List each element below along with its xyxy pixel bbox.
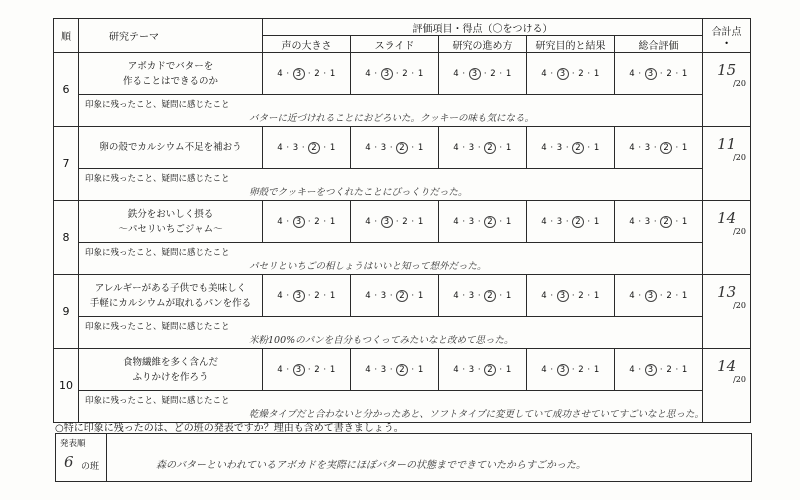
theme-line-2: ふりかけを作ろう	[132, 371, 209, 383]
score-choice[interactable]: 4 · 3 · 2 · 1	[527, 53, 615, 95]
score-choice[interactable]: 4 · 3 · 2 · 1	[615, 275, 703, 317]
score-choice[interactable]: 4 · 3 · 2 · 1	[351, 127, 439, 169]
circled-score: 2	[484, 364, 496, 376]
comment-label: 印象に残ったこと、疑問に感じたこと	[85, 322, 230, 332]
theme-line-1: 卵の殻でカルシウム不足を補おう	[99, 142, 242, 153]
total-value: 14	[717, 209, 737, 227]
score-choice[interactable]: 4 · 3 · 2 · 1	[263, 127, 351, 169]
circled-score: 3	[293, 290, 305, 302]
score-option: 1	[417, 216, 424, 227]
score-option: 1	[505, 142, 512, 153]
score-option: 3	[380, 364, 387, 375]
score-option: 2	[666, 68, 673, 79]
score-option: 1	[329, 68, 336, 79]
score-option: 1	[681, 290, 688, 301]
circled-score: 3	[293, 364, 305, 376]
score-option: 4	[365, 142, 372, 153]
circled-score: 2	[572, 216, 584, 228]
circled-score: 3	[293, 216, 305, 228]
circled-score: 2	[484, 216, 496, 228]
group-number: 6	[64, 453, 74, 471]
score-option: 4	[453, 142, 460, 153]
comment-label: 印象に残ったこと、疑問に感じたこと	[85, 174, 230, 184]
theme-line-2: 作ることはできるのか	[122, 75, 218, 87]
total-denominator: /20	[733, 301, 746, 310]
total-value: 11	[717, 135, 737, 153]
score-option: 1	[417, 290, 424, 301]
circled-score: 2	[484, 142, 496, 154]
row-order: 6	[54, 53, 79, 127]
row-order: 9	[54, 275, 79, 349]
row-order: 7	[54, 127, 79, 201]
score-option: 2	[314, 364, 321, 375]
circled-score: 3	[557, 68, 569, 80]
circled-score: 2	[660, 216, 672, 228]
score-choice[interactable]: 4 · 3 · 2 · 1	[351, 275, 439, 317]
comment-label: 印象に残ったこと、疑問に感じたこと	[85, 248, 230, 258]
score-option: 4	[629, 68, 636, 79]
comment-cell[interactable]	[79, 243, 703, 275]
score-option: 4	[453, 216, 460, 227]
circled-score: 3	[645, 68, 657, 80]
theme-line-1: アボカドでバターを	[127, 60, 214, 72]
score-option: 4	[277, 142, 284, 153]
total-denominator: /20	[733, 153, 746, 162]
score-option: 1	[593, 364, 600, 375]
score-choice[interactable]: 4 · 3 · 2 · 1	[351, 349, 439, 391]
score-option: 1	[505, 290, 512, 301]
score-option: 1	[505, 364, 512, 375]
score-option: 1	[417, 142, 424, 153]
score-choice[interactable]: 4 · 3 · 2 · 1	[263, 275, 351, 317]
score-option: 4	[365, 68, 372, 79]
score-option: 4	[629, 290, 636, 301]
score-option: 1	[593, 142, 600, 153]
score-option: 1	[593, 290, 600, 301]
score-option: 2	[666, 364, 673, 375]
total-value: 13	[717, 283, 737, 301]
score-option: 4	[453, 364, 460, 375]
score-option: 2	[578, 290, 585, 301]
score-option: 2	[314, 216, 321, 227]
circled-score: 3	[381, 68, 393, 80]
circled-score: 3	[469, 68, 481, 80]
total-score	[703, 275, 751, 349]
score-option: 3	[468, 142, 475, 153]
comment-cell[interactable]	[79, 391, 703, 423]
question-text: ○特に印象に残ったのは、どの班の発表ですか？理由も含めて書きましょう。	[55, 423, 404, 434]
favorite-presentation-box	[55, 433, 752, 482]
score-option: 3	[644, 142, 651, 153]
score-choice[interactable]: 4 · 3 · 2 · 1	[615, 201, 703, 243]
score-option: 4	[277, 216, 284, 227]
handwritten-comment: パセリといちごの相しょうはいいと知って想外だった。	[249, 261, 487, 272]
circled-score: 3	[557, 290, 569, 302]
theme-line-2: 手軽にカルシウムが取れるパンを作る	[89, 297, 252, 309]
score-option: 4	[277, 364, 284, 375]
circled-score: 2	[660, 142, 672, 154]
score-option: 1	[681, 68, 688, 79]
score-option: 1	[593, 68, 600, 79]
score-choice[interactable]: 4 · 3 · 2 · 1	[439, 275, 527, 317]
score-option: 1	[329, 364, 336, 375]
row-order: 10	[54, 349, 79, 423]
score-option: 4	[541, 216, 548, 227]
score-option: 1	[593, 216, 600, 227]
presentation-row	[54, 349, 751, 391]
circled-score: 2	[396, 364, 408, 376]
score-option: 4	[365, 290, 372, 301]
circled-score: 3	[293, 68, 305, 80]
score-option: 3	[468, 364, 475, 375]
total-score	[703, 349, 751, 423]
research-theme	[79, 53, 263, 95]
criterion-header: 研究目的と結果	[527, 36, 615, 53]
presentation-row	[54, 53, 751, 95]
score-option: 1	[505, 68, 512, 79]
score-choice[interactable]: 4 · 3 · 2 · 1	[615, 349, 703, 391]
row-order: 8	[54, 201, 79, 275]
score-option: 1	[329, 142, 336, 153]
score-option: 2	[490, 68, 497, 79]
score-option: 2	[666, 290, 673, 301]
theme-line-1: 鉄分をおいしく摂る	[127, 208, 214, 220]
theme-line-1: アレルギーがある子供でも美味しく	[94, 282, 247, 294]
score-option: 1	[417, 364, 424, 375]
research-theme	[79, 127, 263, 169]
score-option: 2	[578, 364, 585, 375]
comment-label: 印象に残ったこと、疑問に感じたこと	[85, 100, 230, 110]
score-choice[interactable]: 4 · 3 · 2 · 1	[351, 201, 439, 243]
presentation-row	[54, 201, 751, 243]
score-choice[interactable]: 4 · 3 · 2 · 1	[351, 53, 439, 95]
comment-label: 印象に残ったこと、疑問に感じたこと	[85, 396, 230, 406]
score-option: 3	[380, 290, 387, 301]
total-denominator: /20	[733, 79, 746, 88]
score-option: 4	[365, 364, 372, 375]
score-choice[interactable]: 4 · 3 · 2 · 1	[615, 127, 703, 169]
score-choice[interactable]: 4 · 3 · 2 · 1	[439, 349, 527, 391]
circled-score: 2	[396, 290, 408, 302]
comment-cell[interactable]	[79, 169, 703, 201]
score-option: 1	[329, 216, 336, 227]
total-denominator: /20	[733, 375, 746, 384]
score-option: 1	[505, 216, 512, 227]
circled-score: 2	[396, 142, 408, 154]
handwritten-comment: 卵殻でクッキーをつくれたことにびっくりだった。	[249, 187, 468, 198]
score-choice[interactable]: 4 · 3 · 2 · 1	[439, 127, 527, 169]
score-choice[interactable]: 4 · 3 · 2 · 1	[527, 275, 615, 317]
criterion-header: 研究の進め方	[439, 36, 527, 53]
presentation-row	[54, 275, 751, 317]
score-choice[interactable]: 4 · 3 · 2 · 1	[527, 127, 615, 169]
score-option: 2	[314, 290, 321, 301]
score-option: 4	[277, 290, 284, 301]
divider	[106, 434, 107, 481]
group-unit: の班	[81, 462, 100, 472]
circled-score: 3	[381, 216, 393, 228]
circled-score: 3	[645, 364, 657, 376]
score-option: 4	[629, 364, 636, 375]
score-option: 4	[541, 142, 548, 153]
theme-line-2: ～パセリいちごジャム～	[118, 223, 223, 235]
score-option: 1	[681, 364, 688, 375]
evaluation-header: 評価項目・得点（〇をつける）	[263, 19, 703, 36]
presentation-row	[54, 127, 751, 169]
score-option: 4	[453, 68, 460, 79]
score-option: 4	[629, 142, 636, 153]
presentation-order-label: 発表順	[60, 439, 86, 449]
total-denominator: /20	[733, 227, 746, 236]
favorite-reason-answer: 森のバターといわれているアボカドを実際にほぼバターの状態までできていたからすごかった。	[156, 460, 586, 471]
research-theme	[79, 201, 263, 243]
score-option: 3	[292, 142, 299, 153]
score-option: 4	[277, 68, 284, 79]
score-choice[interactable]: 4 · 3 · 2 · 1	[527, 201, 615, 243]
handwritten-comment: バターに近づけれることにおどろいた。クッキーの味も気になる。	[249, 113, 535, 124]
theme-header: 研究テーマ	[79, 19, 263, 53]
score-choice[interactable]: 4 · 3 · 2 · 1	[615, 53, 703, 95]
total-header: 合計点 •	[703, 19, 751, 53]
score-option: 4	[541, 68, 548, 79]
score-option: 1	[681, 216, 688, 227]
comment-cell[interactable]	[79, 317, 703, 349]
score-option: 2	[578, 68, 585, 79]
circled-score: 3	[557, 364, 569, 376]
evaluation-table	[53, 18, 751, 423]
circled-score: 3	[645, 290, 657, 302]
score-option: 3	[644, 216, 651, 227]
score-option: 1	[417, 68, 424, 79]
score-option: 1	[681, 142, 688, 153]
score-option: 3	[468, 290, 475, 301]
research-theme	[79, 349, 263, 391]
criterion-header: 声の大きさ	[263, 36, 351, 53]
score-choice[interactable]: 4 · 3 · 2 · 1	[263, 349, 351, 391]
comment-cell[interactable]	[79, 95, 703, 127]
circled-score: 2	[308, 142, 320, 154]
score-choice[interactable]: 4 · 3 · 2 · 1	[527, 349, 615, 391]
score-choice[interactable]: 4 · 3 · 2 · 1	[439, 53, 527, 95]
order-header: 順	[54, 19, 79, 53]
total-value: 15	[717, 61, 737, 79]
score-option: 3	[468, 216, 475, 227]
criterion-header: スライド	[351, 36, 439, 53]
score-option: 4	[629, 216, 636, 227]
score-option: 3	[556, 216, 563, 227]
score-option: 3	[556, 142, 563, 153]
total-score	[703, 127, 751, 201]
handwritten-comment: 乾燥タイプだと合わないと分かったあと、ソフトタイプに変更していて成功させていてすごいなと思った。	[249, 409, 705, 420]
total-value: 14	[717, 357, 737, 375]
score-option: 4	[541, 364, 548, 375]
score-choice[interactable]: 4 · 3 · 2 · 1	[263, 201, 351, 243]
score-option: 2	[314, 68, 321, 79]
score-option: 2	[402, 68, 409, 79]
score-option: 4	[365, 216, 372, 227]
score-choice[interactable]: 4 · 3 · 2 · 1	[263, 53, 351, 95]
total-score	[703, 201, 751, 275]
circled-score: 2	[572, 142, 584, 154]
research-theme	[79, 275, 263, 317]
criterion-header: 総合評価	[615, 36, 703, 53]
score-choice[interactable]: 4 · 3 · 2 · 1	[439, 201, 527, 243]
score-option: 3	[380, 142, 387, 153]
theme-line-1: 食物繊維を多く含んだ	[122, 356, 218, 368]
total-score	[703, 53, 751, 127]
score-option: 4	[541, 290, 548, 301]
score-option: 4	[453, 290, 460, 301]
score-option: 1	[329, 290, 336, 301]
handwritten-comment: 米粉100%のパンを自分もつくってみたいなと改めて思った。	[249, 335, 514, 346]
circled-score: 2	[484, 290, 496, 302]
score-option: 2	[402, 216, 409, 227]
